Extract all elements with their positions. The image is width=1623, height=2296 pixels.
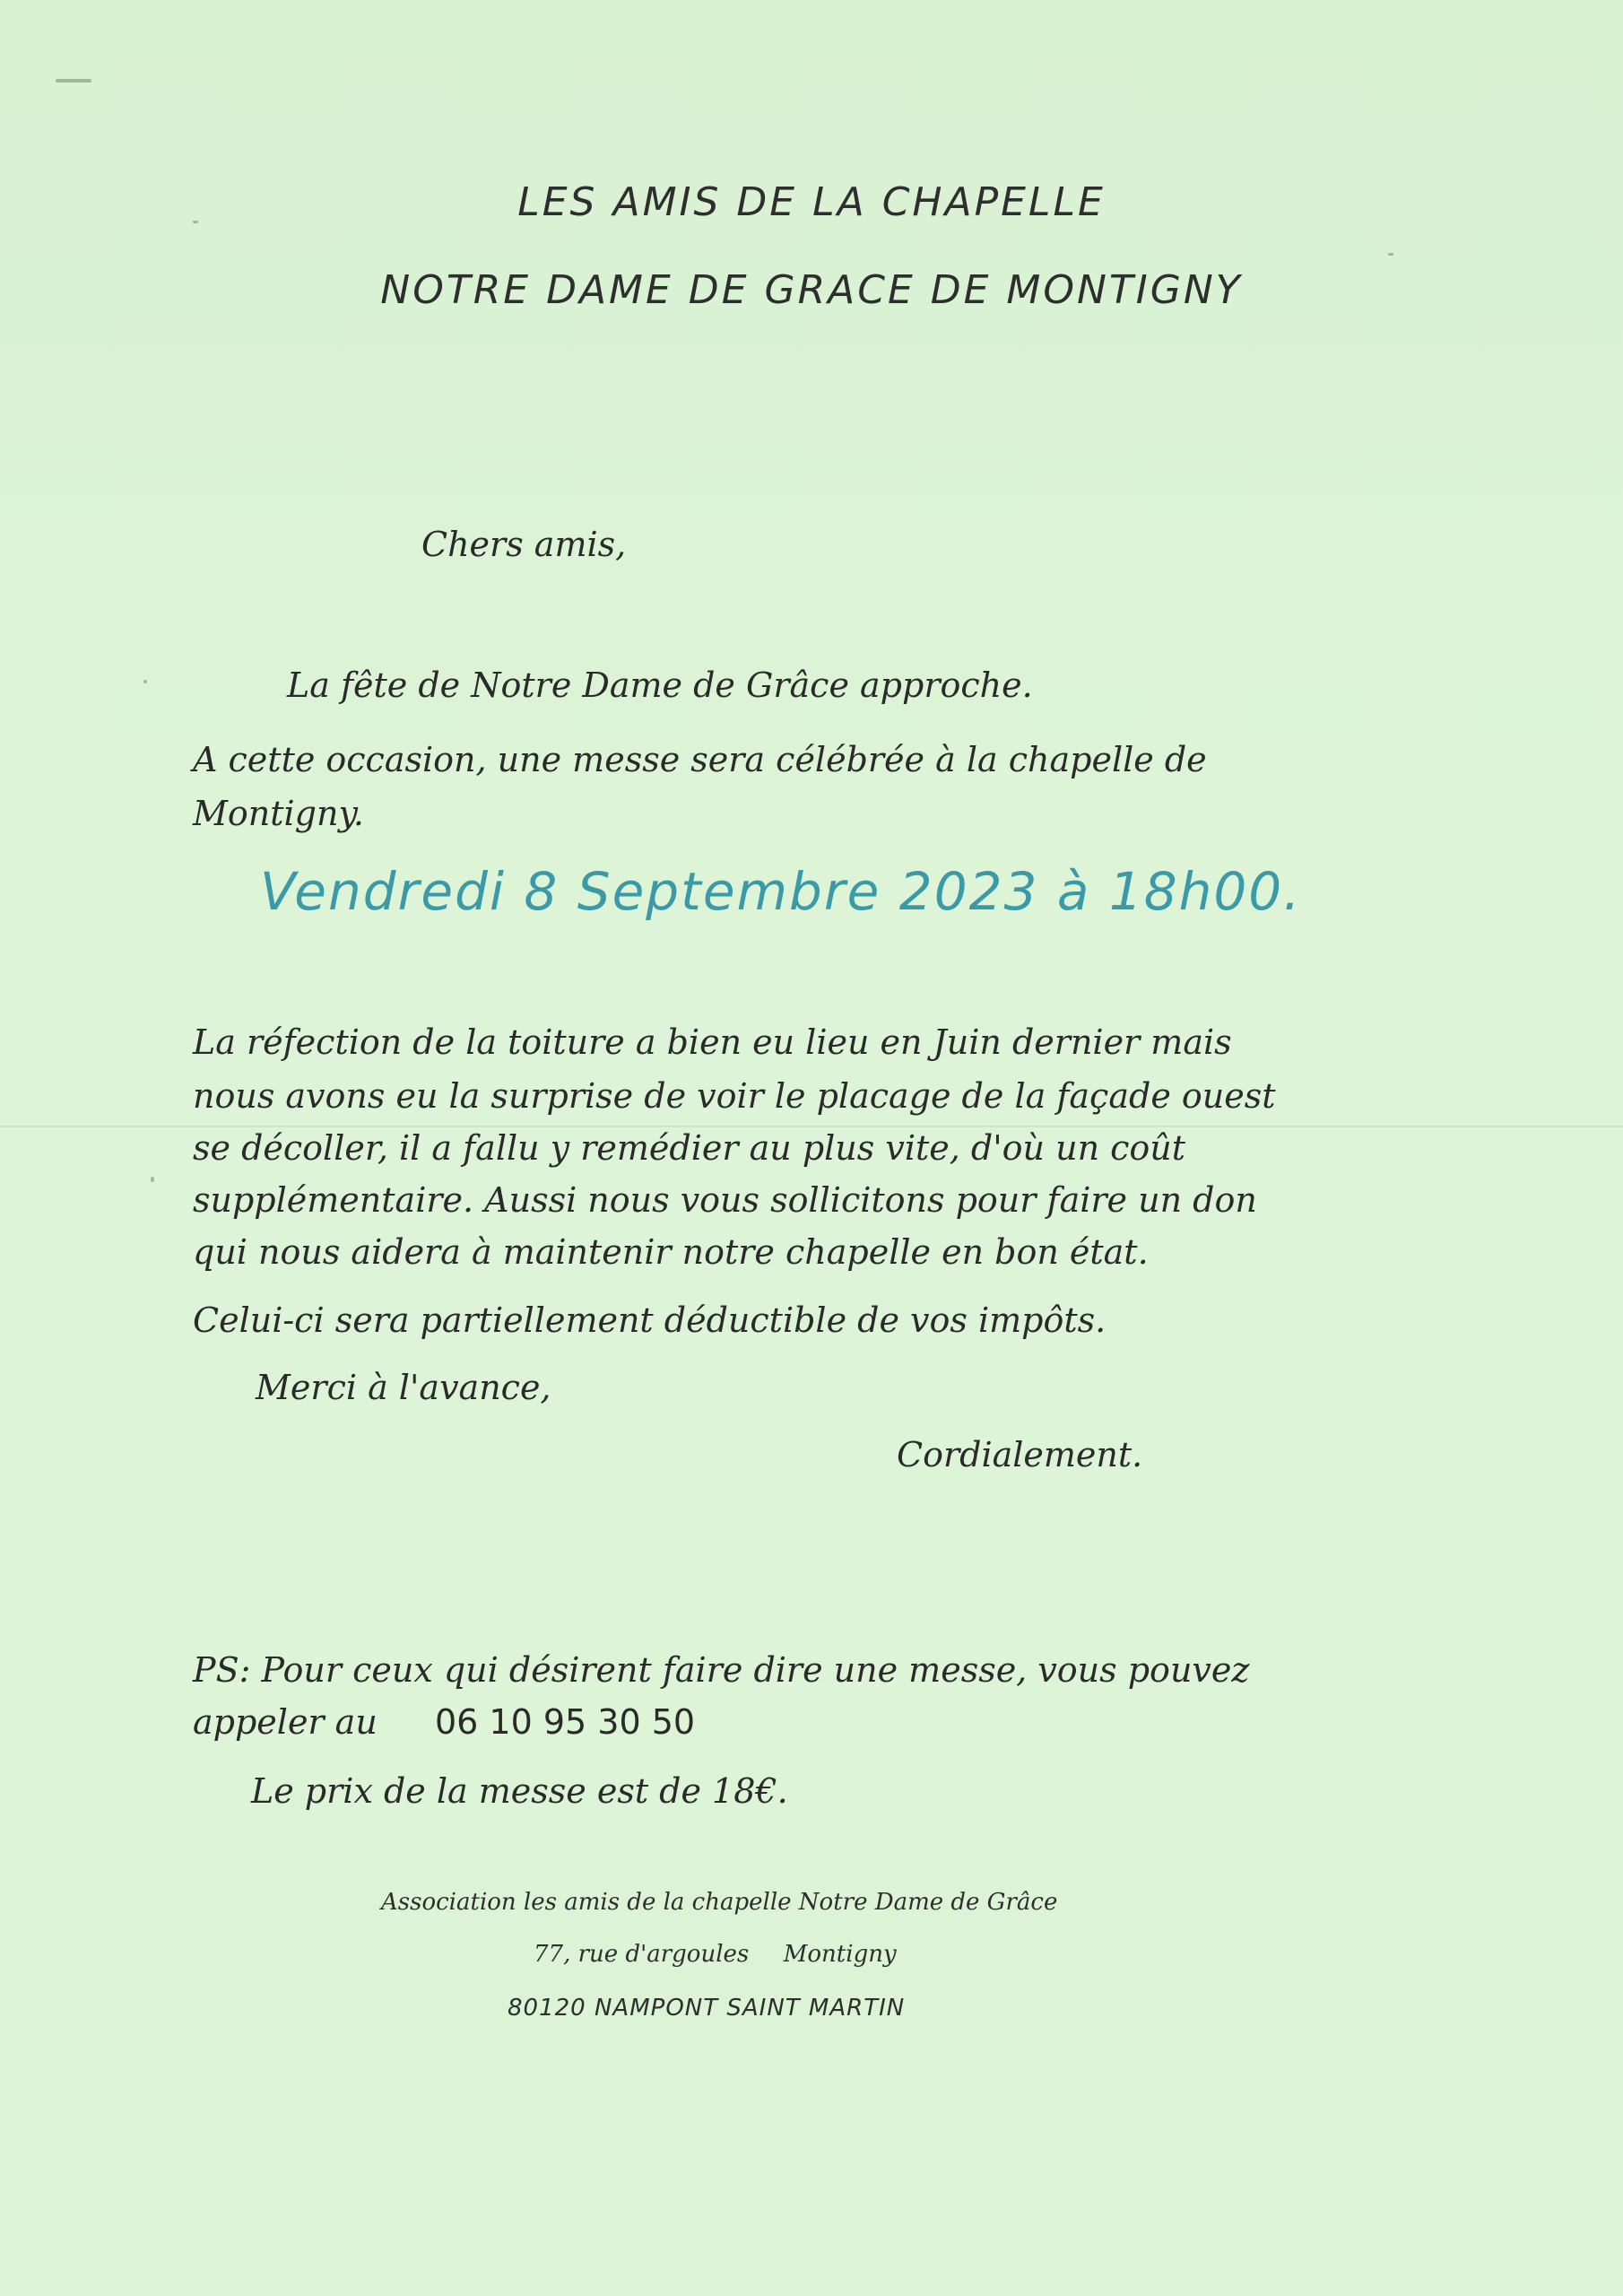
paper-mark — [143, 680, 147, 683]
event-datetime: Vendredi 8 Septembre 2023 à 18h00. — [260, 861, 1302, 922]
phone-number: 06 10 95 30 50 — [435, 1702, 696, 1742]
greeting: Chers amis, — [421, 525, 627, 564]
ps-line-1: PS: Pour ceux qui désirent faire dire une messe, vous pouvez — [193, 1650, 1250, 1690]
footer-postal-address: 80120 NAMPONT SAINT MARTIN — [508, 1995, 906, 2022]
paper-fold-line — [0, 1126, 1623, 1127]
body-line-2: nous avons eu la surprise de voir le placage de la façade ouest — [193, 1076, 1276, 1116]
paper-mark — [1388, 253, 1393, 256]
footer-association: Association les amis de la chapelle Notre Dame de Grâce — [381, 1889, 1058, 1916]
intro-line-3: Montigny. — [193, 794, 364, 833]
tax-line: Celui-ci sera partiellement déductible de vos impôts. — [193, 1300, 1107, 1340]
body-line-3: se décoller, il a fallu y remédier au plus vite, d'où un coût — [193, 1128, 1186, 1168]
thanks-line: Merci à l'avance, — [256, 1368, 551, 1407]
footer-street — [534, 1941, 897, 1968]
footer-street-address: 77, rue d'argoules — [534, 1941, 750, 1968]
header-title-line1: LES AMIS DE LA CHAPELLE — [517, 179, 1106, 225]
footer-town: Montigny — [783, 1941, 897, 1968]
ps-call-prefix: appeler au — [193, 1702, 378, 1742]
ps-line-2 — [193, 1702, 695, 1742]
paper-mark — [56, 79, 91, 83]
price-line: Le prix de la messe est de 18€. — [251, 1771, 788, 1811]
body-line-1: La réfection de la toiture a bien eu lieu en Juin dernier mais — [193, 1022, 1232, 1062]
intro-line-2: A cette occasion, une messe sera célébrée à la chapelle de — [193, 740, 1207, 779]
body-line-4: supplémentaire. Aussi nous vous sollicitons pour faire un don — [193, 1180, 1257, 1220]
paper-mark — [151, 1177, 154, 1182]
header-title-line2: NOTRE DAME DE GRACE DE MONTIGNY — [380, 267, 1243, 313]
closing-line: Cordialement. — [897, 1435, 1143, 1474]
body-line-5: qui nous aidera à maintenir notre chapelle en bon état. — [193, 1232, 1149, 1272]
intro-line-1: La fête de Notre Dame de Grâce approche. — [287, 665, 1033, 705]
